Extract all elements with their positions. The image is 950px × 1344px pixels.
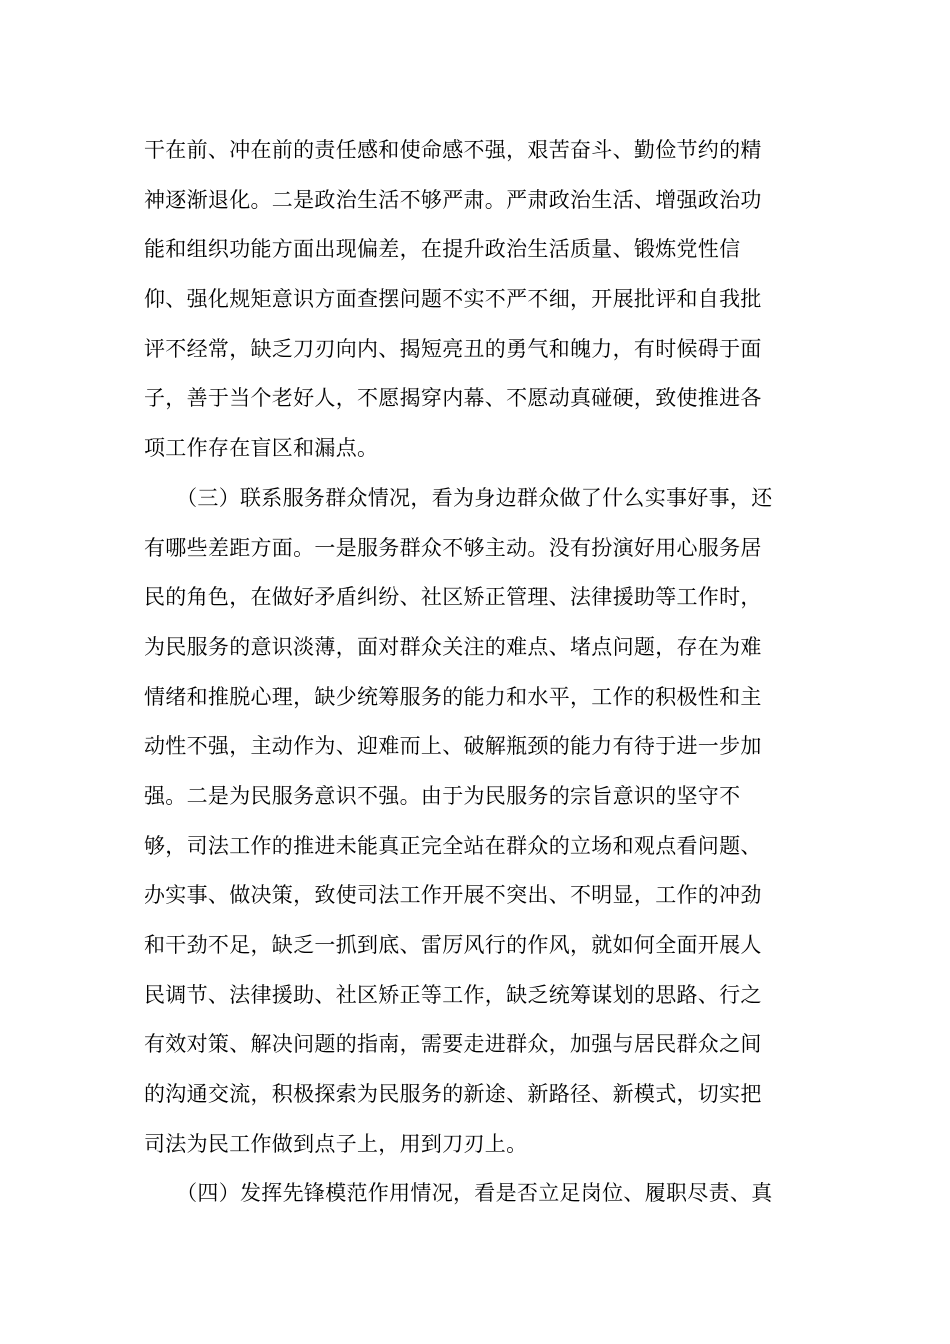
text-line: 和干劲不足，缺乏一抓到底、雷厉风行的作风，就如何全面开展人 [144, 933, 762, 957]
text-line: 神逐渐退化。二是政治生活不够严肃。严肃政治生活、增强政治功 [144, 187, 762, 212]
text-line: 够，司法工作的推进未能真正完全站在群众的立场和观点看问题、 [144, 833, 762, 858]
text-line: 办实事、做决策，致使司法工作开展不突出、不明显，工作的冲劲 [144, 883, 762, 908]
text-line: 子，善于当个老好人，不愿揭穿内幕、不愿动真碰硬，致使推进各 [144, 386, 762, 411]
text-line: 有效对策、解决问题的指南，需要走进群众，加强与居民群众之间 [144, 1032, 762, 1057]
text-line: 动性不强，主动作为、迎难而上、破解瓶颈的能力有待于进一步加 [144, 734, 762, 759]
text-line: 民调节、法律援助、社区矫正等工作，缺乏统筹谋划的思路、行之 [144, 982, 762, 1007]
section-heading-line: （三）联系服务群众情况，看为身边群众做了什么实事好事，还 [144, 485, 773, 510]
text-line: 有哪些差距方面。一是服务群众不够主动。没有扮演好用心服务居 [144, 535, 762, 560]
text-line: 能和组织功能方面出现偏差，在提升政治生活质量、锻炼党性信 [144, 237, 741, 262]
body-text [144, 126, 808, 1219]
text-line: 项工作存在盲区和漏点。 [144, 436, 379, 461]
text-line: 干在前、冲在前的责任感和使命感不强，艰苦奋斗、勤俭节约的精 [144, 138, 762, 162]
text-line: 评不经常，缺乏刀刃向内、揭短亮丑的勇气和魄力，有时候碍于面 [144, 336, 762, 361]
text-line: 为民服务的意识淡薄，面对群众关注的难点、堵点问题，存在为难 [144, 634, 762, 659]
text-line: 的沟通交流，积极探索为民服务的新途、新路径、新模式，切实把 [144, 1082, 762, 1107]
text-line: 司法为民工作做到点子上，用到刀刃上。 [144, 1131, 528, 1156]
text-line: 仰、强化规矩意识方面查摆问题不实不严不细，开展批评和自我批 [144, 287, 762, 312]
text-line: 民的角色，在做好矛盾纠纷、社区矫正管理、法律援助等工作时， [144, 585, 762, 610]
section-heading-line: （四）发挥先锋模范作用情况，看是否立足岗位、履职尽责、真 [144, 1181, 773, 1206]
text-line: 强。二是为民服务意识不强。由于为民服务的宗旨意识的坚守不 [144, 783, 741, 808]
text-line: 情绪和推脱心理，缺少统筹服务的能力和水平，工作的积极性和主 [144, 684, 762, 709]
